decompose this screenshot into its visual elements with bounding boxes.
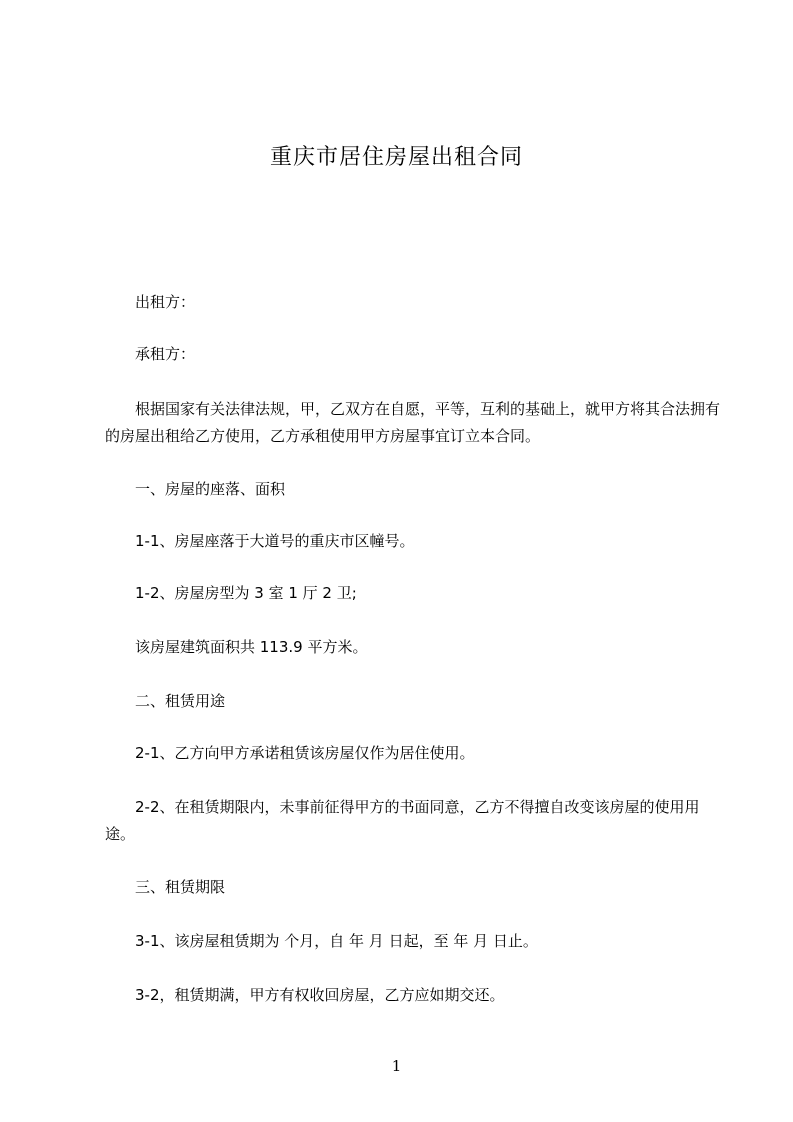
document-title: 重庆市居住房屋出租合同	[269, 145, 523, 170]
clause-1-2: 1-2、房屋房型为 3 室 1 厅 2 卫;	[135, 584, 357, 602]
section-2-heading: 二、租赁用途	[135, 692, 226, 710]
clause-3-2: 3-2，租赁期满，甲方有权收回房屋，乙方应如期交还。	[135, 986, 505, 1004]
page-number: 1	[391, 1057, 402, 1075]
clause-1-1: 1-1、房屋座落于大道号的重庆市区幢号。	[135, 532, 415, 550]
area-note: 该房屋建筑面积共 113.9 平方米。	[135, 638, 368, 656]
lessor-line: 出租方：	[135, 293, 196, 311]
clause-2-1: 2-1、乙方向甲方承诺租赁该房屋仅作为居住使用。	[135, 744, 475, 762]
section-1-heading: 一、房屋的座落、面积	[135, 480, 286, 498]
preamble-paragraph: 根据国家有关法律法规，甲，乙双方在自愿，平等，互利的基础上，就甲方将其合法拥有的房屋出租给乙方使用，乙方承租使用甲方房屋事宜订立本合同。	[105, 400, 721, 445]
section-3-heading: 三、租赁期限	[135, 878, 226, 896]
clause-3-1: 3-1、该房屋租赁期为 个月，自 年 月 日起，至 年 月 日止。	[135, 932, 538, 950]
lessee-line: 承租方：	[135, 345, 196, 363]
clause-2-2: 2-2、在租赁期限内，未事前征得甲方的书面同意，乙方不得擅自改变该房屋的使用用途。	[105, 798, 700, 843]
